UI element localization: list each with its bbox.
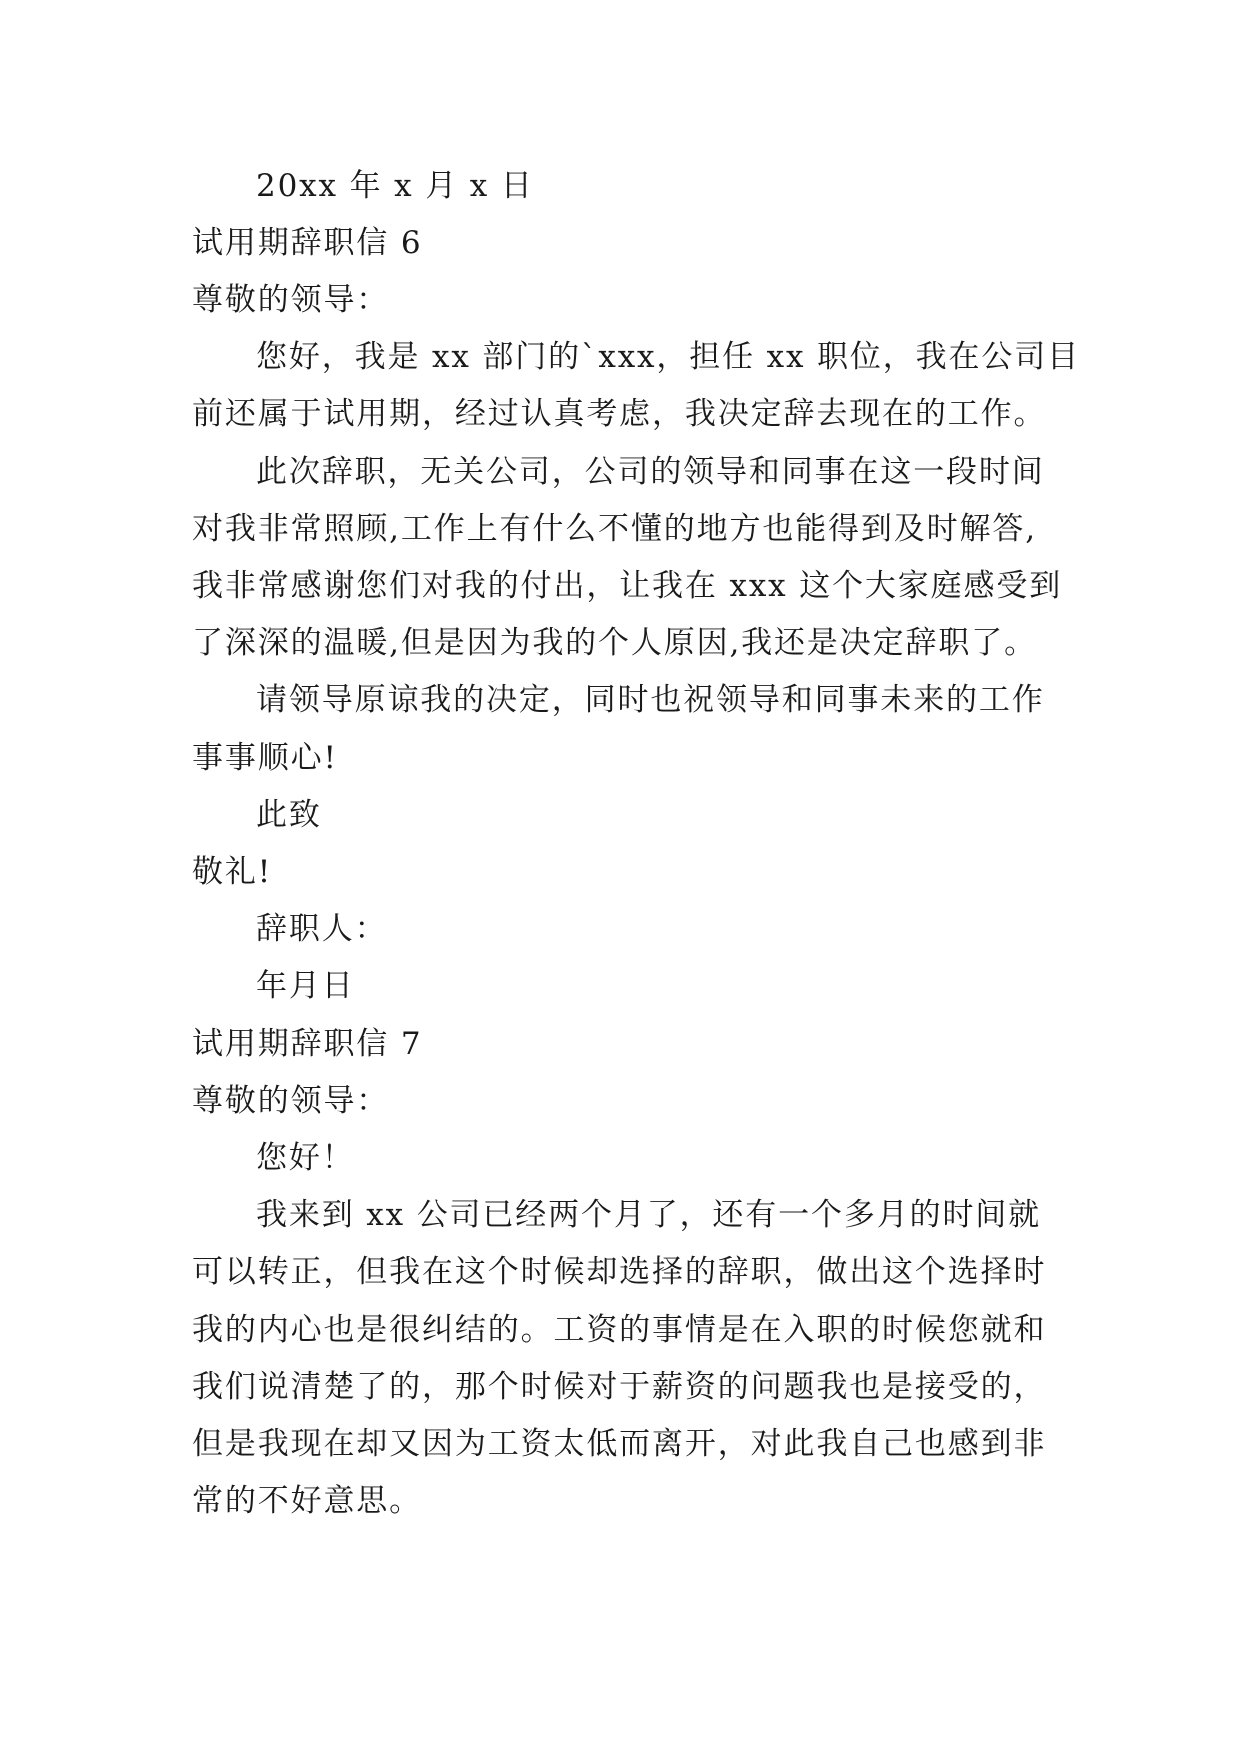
letter-6-body-line: 了深深的温暖,但是因为我的个人原因,我还是决定辞职了。: [192, 625, 1037, 661]
letter-7-body-line: 可以转正，但我在这个时候却选择的辞职，做出这个选择时: [192, 1254, 1047, 1290]
letter-7-body-line: 我们说清楚了的，那个时候对于薪资的问题我也是接受的，: [192, 1369, 1047, 1405]
letter-6-salutation: 尊敬的领导：: [192, 282, 390, 318]
letter-7-body-line: 我的内心也是很纠结的。工资的事情是在入职的时候您就和: [192, 1312, 1047, 1348]
letter-7-salutation: 尊敬的领导：: [192, 1083, 390, 1119]
date-line: 20xx 年 x 月 x 日: [256, 168, 534, 204]
letter-6-date: 年月日: [256, 968, 355, 1004]
letter-6-signature: 辞职人：: [256, 911, 388, 947]
letter-7-body-line: 常的不好意思。: [192, 1483, 423, 1519]
letter-6-body-line: 您好，我是 xx 部门的`xxx，担任 xx 职位，我在公司目: [256, 339, 1080, 375]
letter-6-regards: 敬礼!: [192, 854, 273, 890]
letter-7-body-line: 我来到 xx 公司已经两个月了，还有一个多月的时间就: [256, 1197, 1042, 1233]
letter-6-closing: 此致: [256, 797, 322, 833]
letter-6-title: 试用期辞职信 6: [192, 225, 423, 261]
letter-6-body-line: 对我非常照顾,工作上有什么不懂的地方也能得到及时解答,: [192, 511, 1037, 547]
letter-6-body-line: 事事顺心!: [192, 740, 338, 776]
letter-6-body-line: 请领导原谅我的决定，同时也祝领导和同事未来的工作: [256, 682, 1045, 718]
letter-6-body-line: 前还属于试用期，经过认真考虑，我决定辞去现在的工作。: [192, 396, 1047, 432]
letter-6-body-line: 此次辞职，无关公司，公司的领导和同事在这一段时间: [256, 454, 1045, 490]
letter-7-title: 试用期辞职信 7: [192, 1026, 423, 1062]
letter-6-body-line: 我非常感谢您们对我的付出，让我在 xxx 这个大家庭感受到: [192, 568, 1063, 604]
letter-7-body-line: 但是我现在却又因为工资太低而离开，对此我自己也感到非: [192, 1426, 1047, 1462]
letter-7-greeting: 您好！: [256, 1140, 355, 1176]
